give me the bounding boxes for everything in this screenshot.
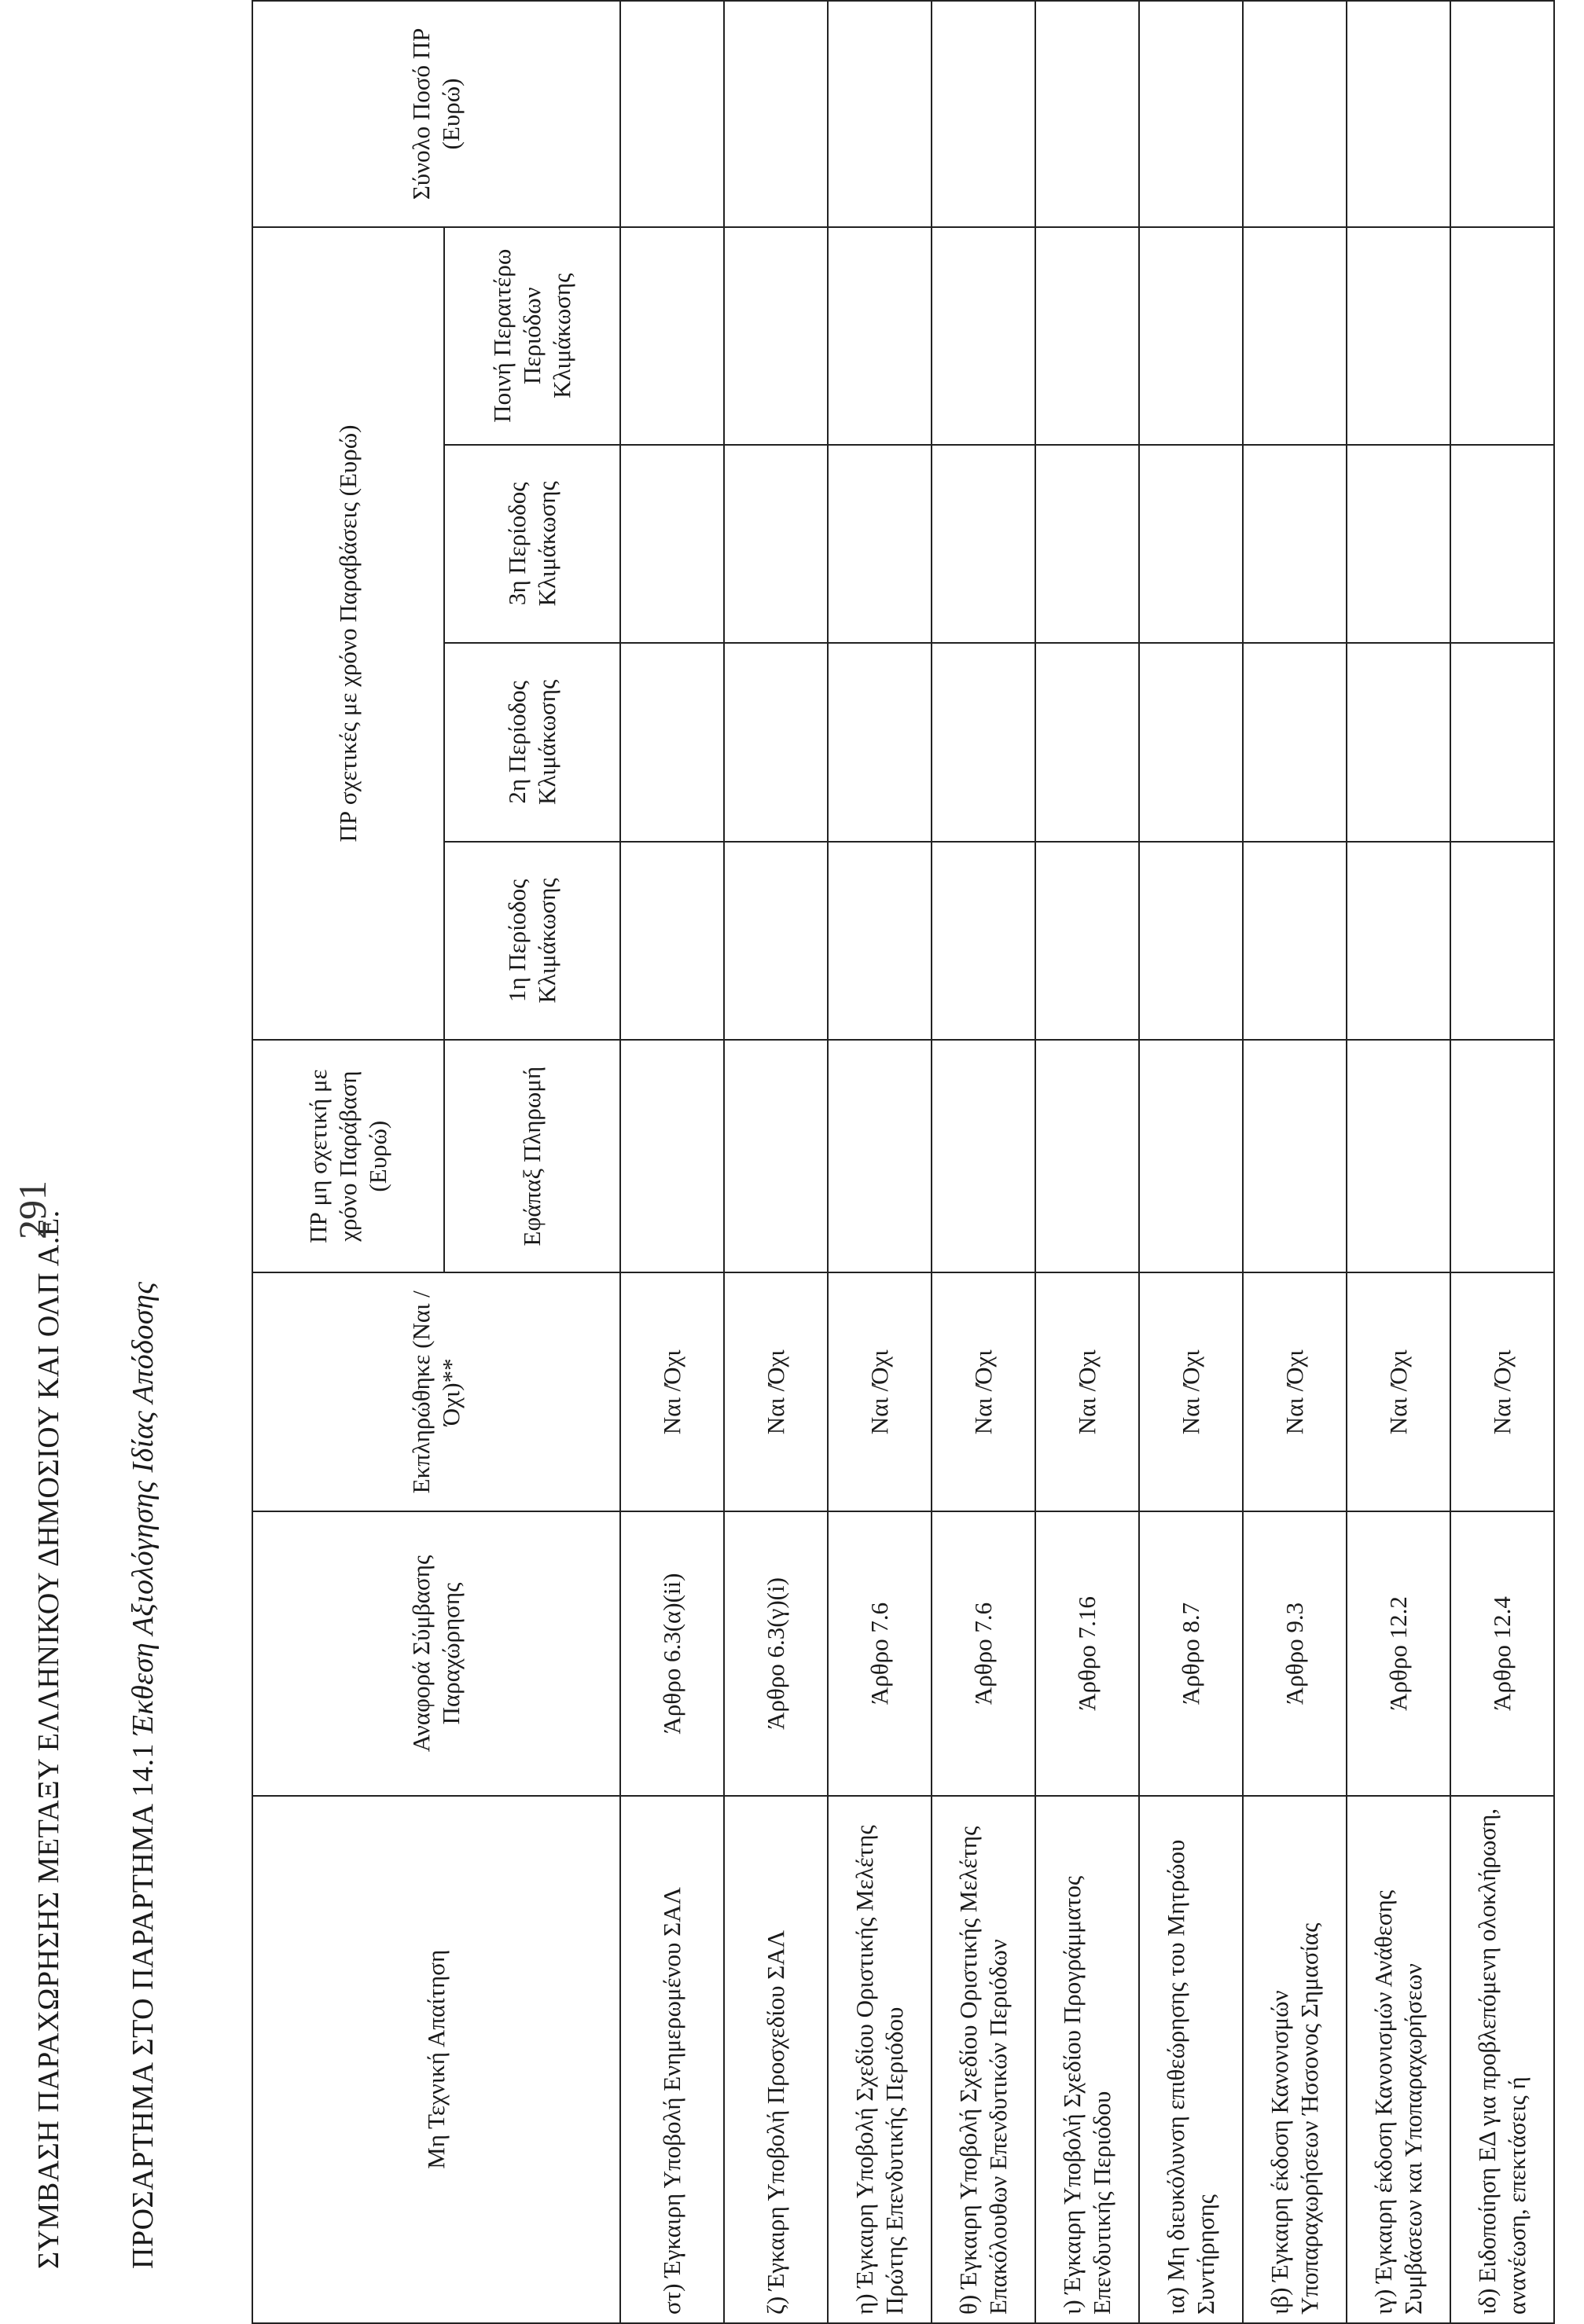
- penalty-later-cell: [1450, 227, 1554, 445]
- article-cell: Άρθρο 8.7: [1139, 1511, 1243, 1795]
- period-2-cell: [828, 643, 932, 842]
- table-row: [724, 1, 828, 2323]
- period-3-cell: [1243, 445, 1347, 644]
- penalty-later-cell: [1243, 227, 1347, 445]
- requirement-cell: ιγ) Έγκαιρη έκδοση Κανονισμών Ανάθεσης Συμβάσεων και Υποπαραχωρήσεων: [1347, 1796, 1450, 2323]
- one-off-cell: [1139, 1040, 1243, 1272]
- table-row: [828, 1, 932, 2323]
- col-header-article: Αναφορά Σύμβασης Παραχώρησης: [252, 1511, 620, 1795]
- total-cell: [620, 1, 724, 227]
- table-row: [1347, 1, 1450, 2323]
- period-2-cell: [1035, 643, 1139, 842]
- article-cell: Άρθρο 6.3(γ)(i): [724, 1511, 828, 1795]
- penalty-later-cell: [724, 227, 828, 445]
- article-cell: Άρθρο 6.3(α)(ii): [620, 1511, 724, 1795]
- period-1-cell: [1347, 842, 1450, 1041]
- document-subtitle: [126, 1282, 160, 2269]
- period-1-cell: [932, 842, 1035, 1041]
- col-header-period-1: 1η Περίοδος Κλιμάκωσης: [444, 842, 620, 1041]
- fulfilled-cell: Ναι /Όχι: [1450, 1272, 1554, 1511]
- period-2-cell: [1347, 643, 1450, 842]
- subtitle-prefix: ΠΡΟΣΑΡΤΗΜΑ ΣΤΟ ΠΑΡΑΡΤΗΜΑ 14.1: [127, 1742, 160, 2269]
- total-cell: [1347, 1, 1450, 227]
- table-row: [932, 1, 1035, 2323]
- table-row: [1139, 1, 1243, 2323]
- total-cell: [828, 1, 932, 227]
- requirement-cell: ιδ) Ειδοποίηση ΕΔ για προβλεπόμενη ολοκλήρωση, ανανέωση, επεκτάσεις ή: [1450, 1796, 1554, 2323]
- one-off-cell: [1035, 1040, 1139, 1272]
- table-row: [620, 1, 724, 2323]
- penalty-later-cell: [932, 227, 1035, 445]
- period-3-cell: [1139, 445, 1243, 644]
- col-header-time-penalties: ΠΡ σχετικές με χρόνο Παραβάσεις (Ευρώ): [252, 227, 444, 1040]
- period-3-cell: [1347, 445, 1450, 644]
- period-2-cell: [620, 643, 724, 842]
- period-2-cell: [932, 643, 1035, 842]
- total-cell: [1035, 1, 1139, 227]
- table-row: [1450, 1, 1554, 2323]
- requirements-table: [252, 0, 1555, 2324]
- one-off-cell: [932, 1040, 1035, 1272]
- penalty-later-cell: [620, 227, 724, 445]
- col-header-non-time-penalty: ΠΡ μη σχετική με χρόνο Παράβαση (Ευρώ): [252, 1040, 444, 1272]
- col-header-requirement: Μη Τεχνική Απαίτηση: [252, 1796, 620, 2323]
- period-1-cell: [1035, 842, 1139, 1041]
- requirement-cell: η) Έγκαιρη Υποβολή Σχεδίου Οριστικής Μελέτης Πρώτης Επενδυτικής Περιόδου: [828, 1796, 932, 2323]
- penalty-later-cell: [1035, 227, 1139, 445]
- period-2-cell: [1139, 643, 1243, 842]
- article-cell: Άρθρο 9.3: [1243, 1511, 1347, 1795]
- requirement-cell: θ) Έγκαιρη Υποβολή Σχεδίου Οριστικής Μελέτης Επακόλουθων Επενδυτικών Περιόδων: [932, 1796, 1035, 2323]
- period-3-cell: [1035, 445, 1139, 644]
- total-cell: [724, 1, 828, 227]
- requirement-cell: ια) Μη διευκόλυνση επιθεώρησης του Μητρώου Συντήρησης: [1139, 1796, 1243, 2323]
- fulfilled-cell: Ναι /Όχι: [828, 1272, 932, 1511]
- penalty-later-cell: [1347, 227, 1450, 445]
- requirement-cell: ιβ) Έγκαιρη έκδοση Κανονισμών Υποπαραχωρήσεων Ήσσονος Σημασίας: [1243, 1796, 1347, 2323]
- col-header-penalty-later: Ποινή Περαιτέρω Περιόδων Κλιμάκωσης: [444, 227, 620, 445]
- period-3-cell: [828, 445, 932, 644]
- total-cell: [1243, 1, 1347, 227]
- period-1-cell: [1450, 842, 1554, 1041]
- period-2-cell: [1243, 643, 1347, 842]
- table-row: [1243, 1, 1347, 2323]
- one-off-cell: [1450, 1040, 1554, 1272]
- one-off-cell: [724, 1040, 828, 1272]
- period-2-cell: [724, 643, 828, 842]
- fulfilled-cell: Ναι /Όχι: [724, 1272, 828, 1511]
- period-2-cell: [1450, 643, 1554, 842]
- period-3-cell: [620, 445, 724, 644]
- period-3-cell: [724, 445, 828, 644]
- article-cell: Άρθρο 7.16: [1035, 1511, 1139, 1795]
- total-cell: [1450, 1, 1554, 227]
- fulfilled-cell: Ναι /Όχι: [932, 1272, 1035, 1511]
- period-3-cell: [1450, 445, 1554, 644]
- fulfilled-cell: Ναι /Όχι: [1243, 1272, 1347, 1511]
- subtitle-italic: Έκθεση Αξιολόγησης Ιδίας Απόδοσης: [127, 1281, 160, 1735]
- requirement-cell: στ) Έγκαιρη Υποβολή Ενημερωμένου ΣΑΛ: [620, 1796, 724, 2323]
- col-header-period-3: 3η Περίοδος Κλιμάκωσης: [444, 445, 620, 644]
- one-off-cell: [828, 1040, 932, 1272]
- penalty-later-cell: [1139, 227, 1243, 445]
- fulfilled-cell: Ναι /Όχι: [1139, 1272, 1243, 1511]
- article-cell: Άρθρο 12.4: [1450, 1511, 1554, 1795]
- col-header-fulfilled: Εκπληρώθηκε (Ναι /Όχι)**: [252, 1272, 620, 1511]
- requirement-cell: ι) Έγκαιρη Υποβολή Σχεδίου Προγράμματος Επενδυτικής Περιόδου: [1035, 1796, 1139, 2323]
- period-1-cell: [620, 842, 724, 1041]
- period-1-cell: [1243, 842, 1347, 1041]
- fulfilled-cell: Ναι /Όχι: [1035, 1272, 1139, 1511]
- period-1-cell: [1139, 842, 1243, 1041]
- one-off-cell: [1243, 1040, 1347, 1272]
- fulfilled-cell: Ναι /Όχι: [1347, 1272, 1450, 1511]
- page-number: 291: [10, 1180, 54, 1239]
- header-row-1: [252, 1, 444, 2323]
- period-1-cell: [724, 842, 828, 1041]
- total-cell: [932, 1, 1035, 227]
- col-header-one-off: Εφάπαξ Πληρωμή: [444, 1040, 620, 1272]
- total-cell: [1139, 1, 1243, 227]
- one-off-cell: [620, 1040, 724, 1272]
- col-header-period-2: 2η Περίοδος Κλιμάκωσης: [444, 643, 620, 842]
- article-cell: Άρθρο 7.6: [828, 1511, 932, 1795]
- document-title: ΣΥΜΒΑΣΗ ΠΑΡΑΧΩΡΗΣΗΣ ΜΕΤΑΞΥ ΕΛΛΗΝΙΚΟΥ ΔΗΜΟΣΙΟΥ ΚΑΙ ΟΛΠ Α.Ε.: [32, 1210, 65, 2269]
- fulfilled-cell: Ναι /Όχι: [620, 1272, 724, 1511]
- period-1-cell: [828, 842, 932, 1041]
- col-header-total: Σύνολο Ποσό ΠΡ (Ευρώ): [252, 1, 620, 227]
- article-cell: Άρθρο 12.2: [1347, 1511, 1450, 1795]
- period-3-cell: [932, 445, 1035, 644]
- one-off-cell: [1347, 1040, 1450, 1272]
- article-cell: Άρθρο 7.6: [932, 1511, 1035, 1795]
- penalty-later-cell: [828, 227, 932, 445]
- requirement-cell: ζ) Έγκαιρη Υποβολή Προσχεδίου ΣΑΛ: [724, 1796, 828, 2323]
- table-row: [1035, 1, 1139, 2323]
